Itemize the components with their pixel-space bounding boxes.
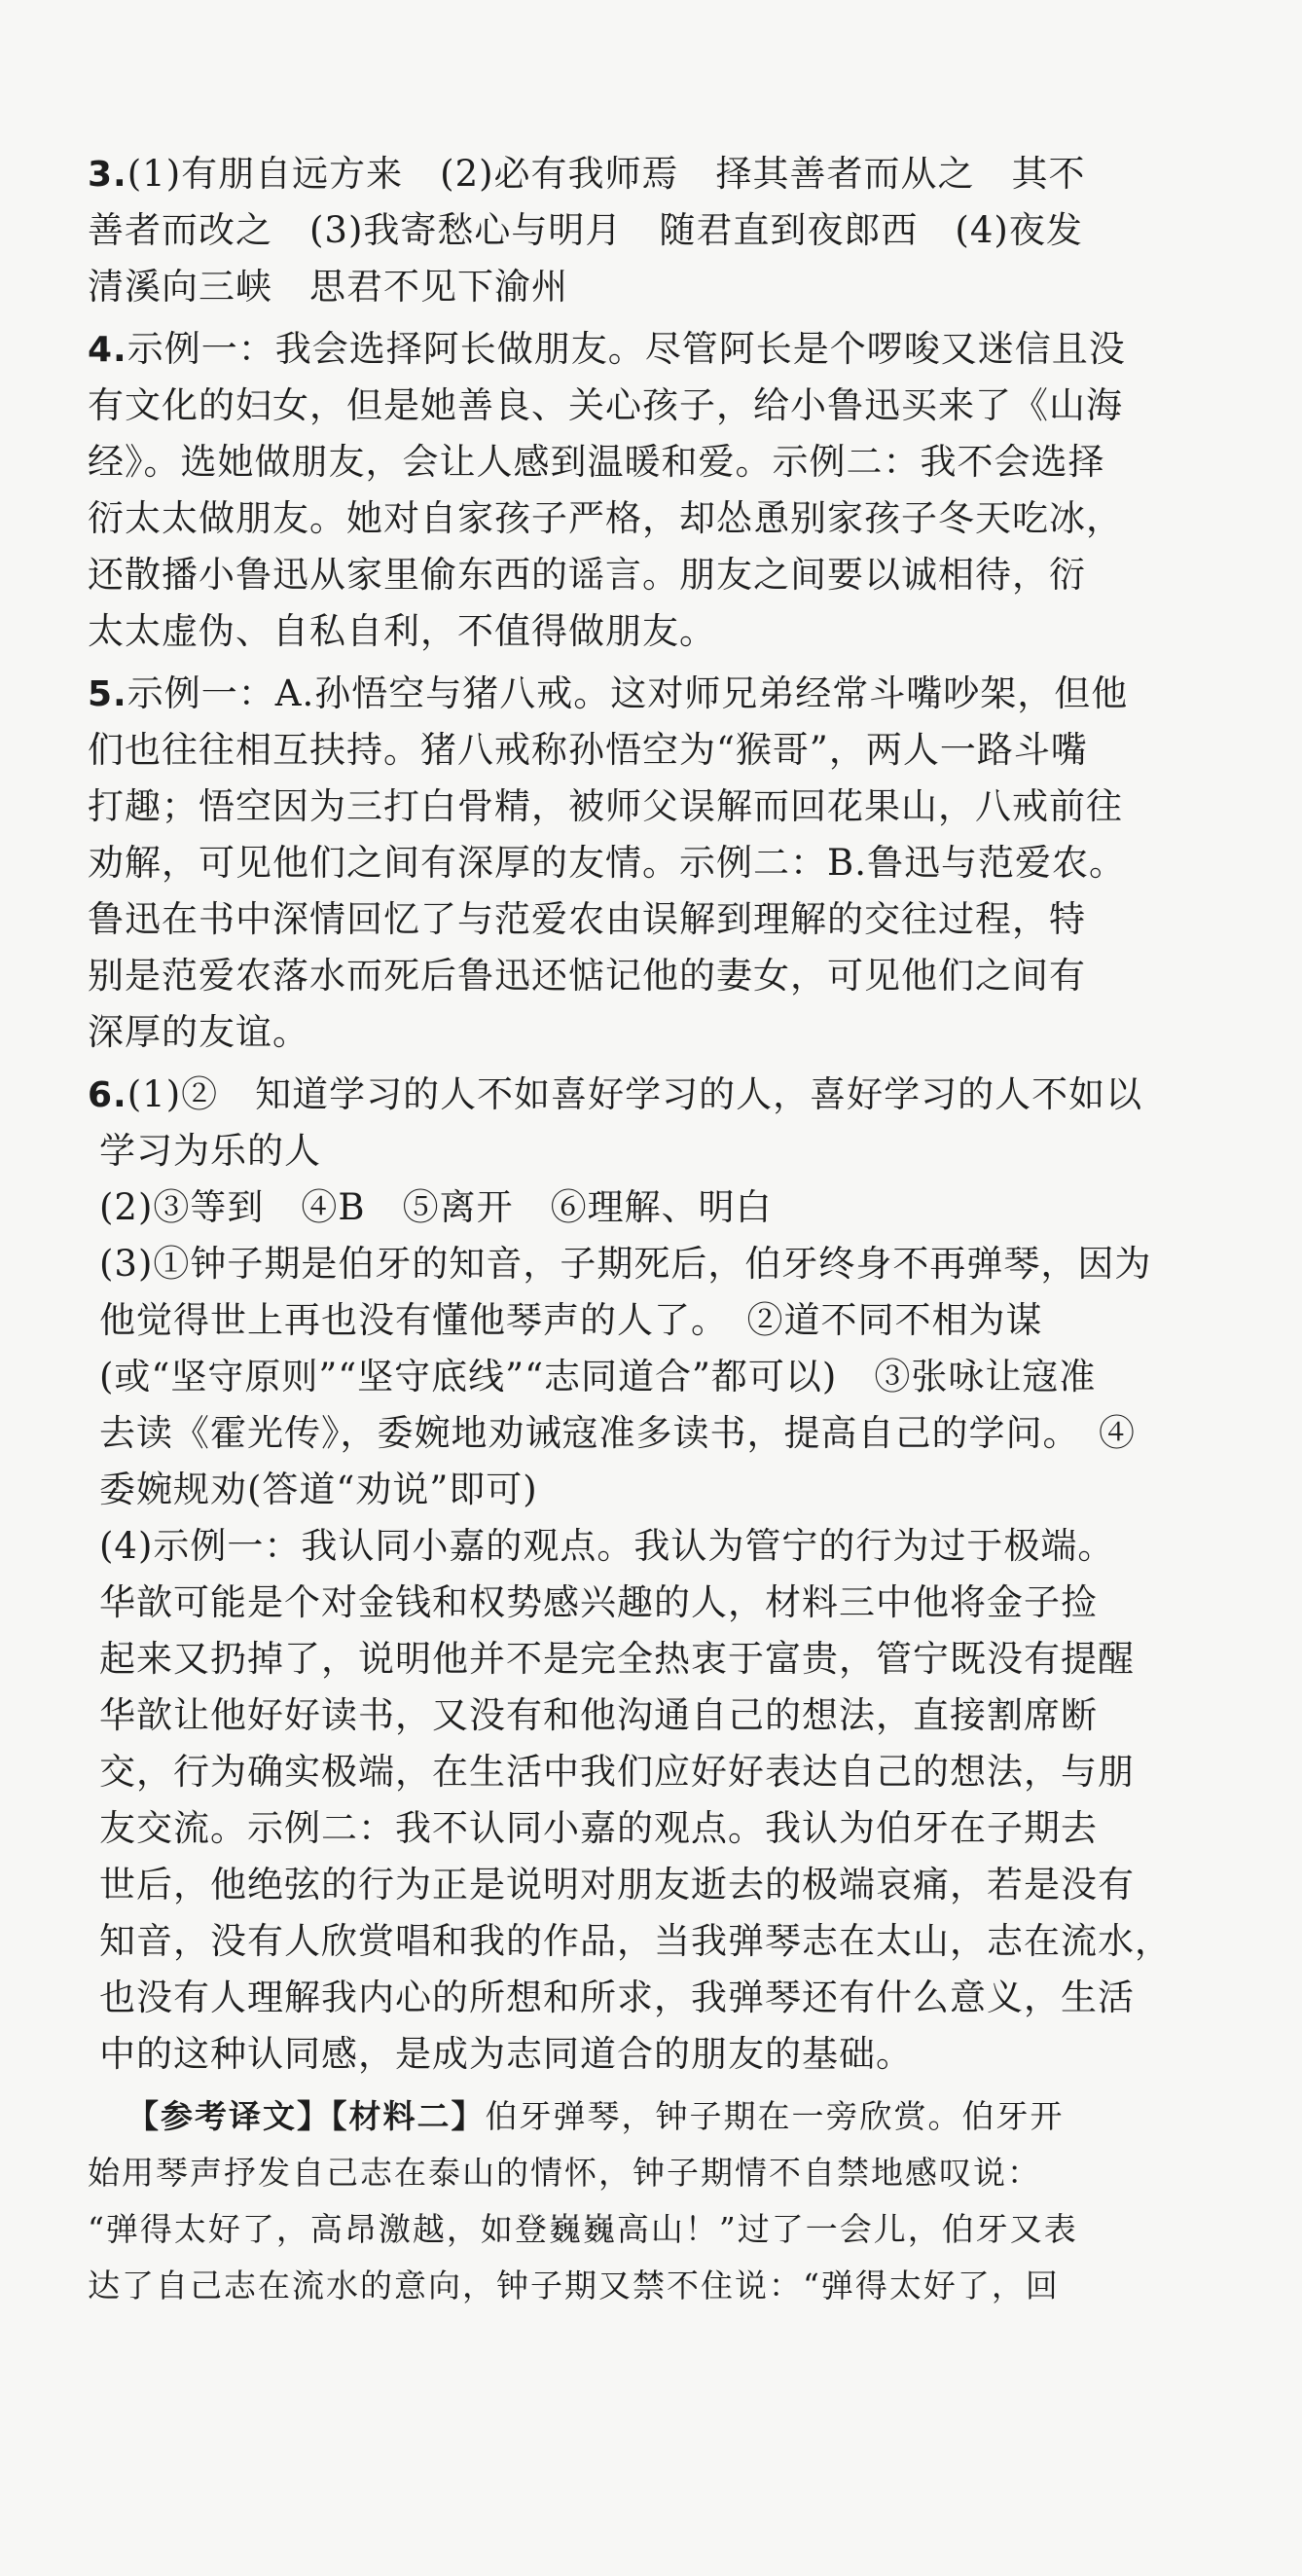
reference-translation	[88, 2088, 1224, 2314]
answer-line: 去读《霍光传》，委婉地劝诫寇准多读书，提高自己的学问。 ④	[99, 1412, 1136, 1454]
answer-line: 世后，他绝弦的行为正是说明对朋友逝去的极端哀痛，若是没有	[99, 1864, 1135, 1905]
answer-line: 交，行为确实极端，在生活中我们应好好表达自己的想法，与朋	[99, 1751, 1135, 1793]
reference-line: 【参考译文】【材料二】伯牙弹琴，钟子期在一旁欣赏。伯牙开	[127, 2097, 1065, 2135]
answer-q6	[88, 1067, 1224, 2083]
answer-line: 3.(1)有朋自远方来 (2)必有我师焉 择其善者而从之 其不	[88, 153, 1086, 195]
answer-line: 起来又扔掉了，说明他并不是完全热衷于富贵，管宁既没有提醒	[99, 1638, 1135, 1680]
answer-q4	[88, 321, 1224, 660]
answer-q5	[88, 666, 1224, 1061]
answer-line: 们也往往相互扶持。猪八戒称孙悟空为“猴哥”，两人一路斗嘴	[88, 729, 1088, 771]
answer-line: 衍太太做朋友。她对自家孩子严格，却怂恿别家孩子冬天吃冰，	[88, 497, 1123, 539]
answer-line: 善者而改之 (3)我寄愁心与明月 随君直到夜郎西 (4)夜发	[88, 209, 1083, 251]
reference-heading: 【参考译文】【材料二】	[127, 2097, 486, 2135]
question-number: 3.	[88, 155, 127, 195]
answer-line: 4.示例一：我会选择阿长做朋友。尽管阿长是个啰唆又迷信且没	[88, 328, 1126, 370]
question-number: 4.	[88, 330, 127, 370]
answer-line: 清溪向三峡 思君不见下渝州	[88, 266, 568, 308]
answer-line: 深厚的友谊。	[88, 1011, 309, 1053]
answer-line: 知音，没有人欣赏唱和我的作品，当我弹琴志在太山，志在流水，	[99, 1920, 1172, 1962]
answer-line: 经》。选她做朋友，会让人感到温暖和爱。示例二：我不会选择	[88, 441, 1105, 483]
answer-line: 他觉得世上再也没有懂他琴声的人了。 ②道不同不相为谋	[99, 1299, 1043, 1341]
answer-line: (4)示例一：我认同小嘉的观点。我认为管宁的行为过于极端。	[99, 1525, 1115, 1567]
answer-line: 华歆让他好好读书，又没有和他沟通自己的想法，直接割席断	[99, 1694, 1098, 1736]
reference-line: “弹得太好了，高昂激越，如登巍巍高山！”过了一会儿，伯牙又表	[88, 2210, 1078, 2248]
answer-line: 打趣；悟空因为三打白骨精，被师父误解而回花果山，八戒前往	[88, 785, 1123, 827]
answer-line: 友交流。示例二：我不认同小嘉的观点。我认为伯牙在子期去	[99, 1807, 1098, 1849]
question-number: 6.	[88, 1075, 127, 1115]
answer-line: 鲁迅在书中深情回忆了与范爱农由误解到理解的交往过程，特	[88, 898, 1086, 940]
question-number: 5.	[88, 674, 127, 714]
answer-line: 有文化的妇女，但是她善良、关心孩子，给小鲁迅买来了《山海	[88, 384, 1123, 426]
answer-line: 太太虚伪、自私自利，不值得做朋友。	[88, 610, 716, 652]
reference-line: 达了自己志在流水的意向，钟子期又禁不住说：“弹得太好了，回	[88, 2267, 1060, 2304]
answer-line: 别是范爱农落水而死后鲁迅还惦记他的妻女，可见他们之间有	[88, 955, 1086, 997]
answer-q3	[88, 146, 1224, 315]
answer-line: (3)①钟子期是伯牙的知音，子期死后，伯牙终身不再弹琴，因为	[99, 1243, 1152, 1285]
answer-line: 学习为乐的人	[99, 1130, 321, 1172]
answer-line: 劝解，可见他们之间有深厚的友情。示例二：B.鲁迅与范爱农。	[88, 842, 1126, 884]
reference-line: 始用琴声抒发自己志在泰山的情怀，钟子期情不自禁地感叹说：	[88, 2154, 1041, 2192]
answer-line: 5.示例一：A.孙悟空与猪八戒。这对师兄弟经常斗嘴吵架，但他	[88, 672, 1129, 714]
answer-line: 6.(1)② 知道学习的人不如喜好学习的人，喜好学习的人不如以	[88, 1073, 1143, 1115]
answer-line: 还散播小鲁迅从家里偷东西的谣言。朋友之间要以诚相待，衍	[88, 554, 1086, 596]
answer-line: (或“坚守原则”“坚守底线”“志同道合”都可以) ③张咏让寇准	[99, 1356, 1097, 1397]
answer-line: 中的这种认同感，是成为志同道合的朋友的基础。	[99, 2033, 913, 2075]
answer-line: 委婉规劝(答道“劝说”即可)	[99, 1469, 538, 1510]
answer-line: (2)③等到 ④B ⑤离开 ⑥理解、明白	[99, 1186, 773, 1228]
answer-line: 也没有人理解我内心的所想和所求，我弹琴还有什么意义，生活	[99, 1977, 1135, 2018]
answer-line: 华歆可能是个对金钱和权势感兴趣的人，材料三中他将金子捡	[99, 1581, 1098, 1623]
